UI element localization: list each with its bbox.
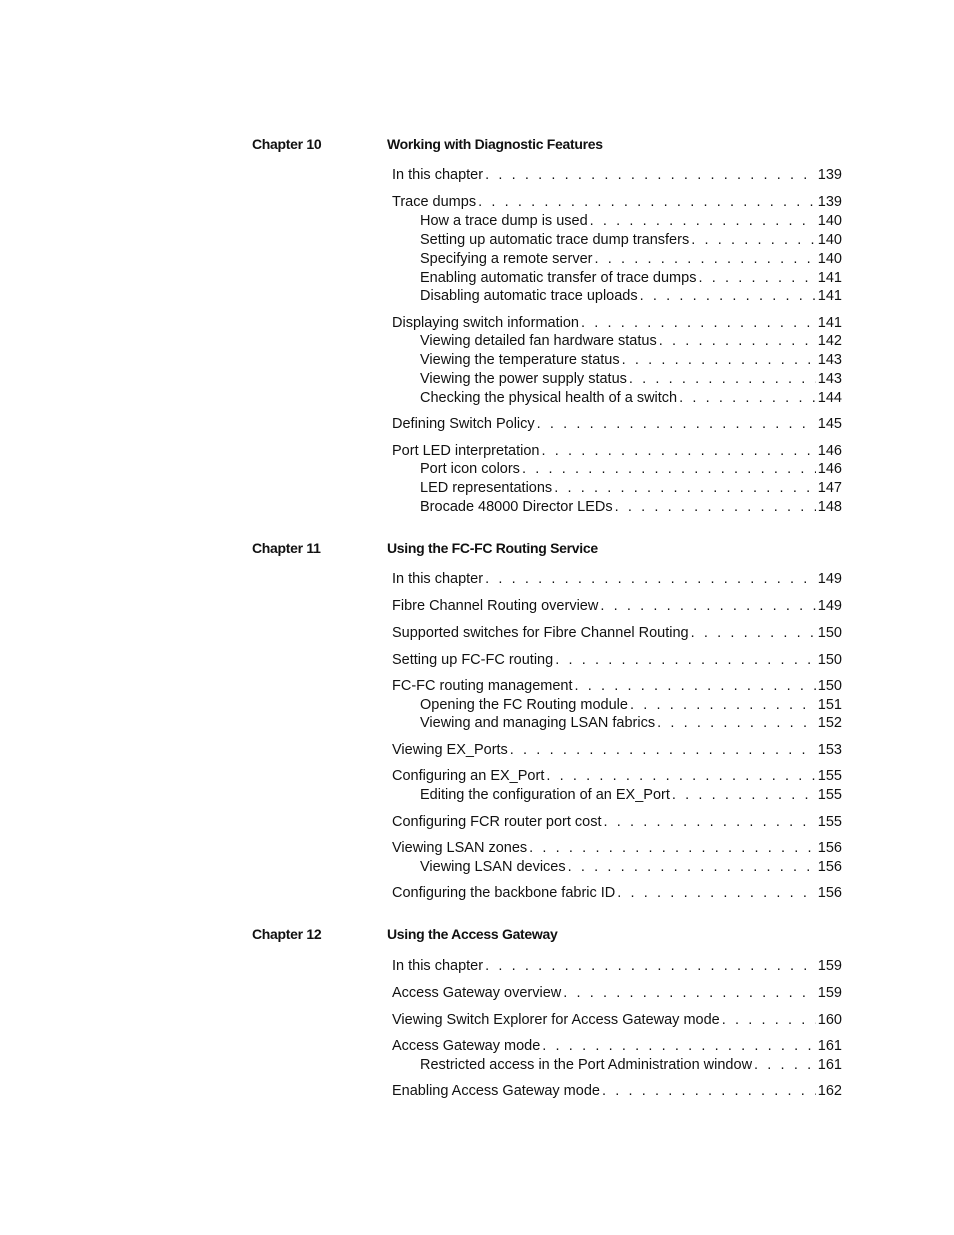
dot-leader — [555, 651, 816, 670]
toc-page-number: 150 — [817, 625, 842, 641]
toc-entry[interactable] — [392, 1082, 842, 1101]
toc-entry[interactable] — [392, 839, 842, 858]
toc-entry-title: Defining Switch Policy — [392, 416, 535, 432]
toc-entry[interactable] — [392, 813, 842, 832]
dot-leader — [698, 269, 815, 288]
toc-entry[interactable] — [392, 984, 842, 1003]
dot-leader — [537, 415, 816, 434]
toc-page-number: 160 — [817, 1012, 842, 1028]
toc-entry-title: Opening the FC Routing module — [420, 697, 628, 713]
toc-entry[interactable] — [392, 651, 842, 670]
toc-entry[interactable] — [392, 415, 842, 434]
toc-entry-title: Fibre Channel Routing overview — [392, 598, 599, 614]
toc-entry-title: In this chapter — [392, 167, 484, 183]
toc-page-number: 145 — [817, 416, 842, 432]
toc-entry-title: Supported switches for Fibre Channel Routing — [392, 625, 689, 641]
toc-entry-title: Specifying a remote server — [420, 251, 593, 267]
toc-subentry[interactable] — [420, 714, 842, 733]
toc-page-number: 156 — [817, 885, 842, 901]
toc-subentry[interactable] — [420, 786, 842, 805]
toc-page-number: 143 — [817, 371, 842, 387]
toc-page-number: 155 — [817, 814, 842, 830]
dot-leader — [630, 696, 816, 715]
toc-page-number: 140 — [817, 213, 842, 229]
toc-subentry[interactable] — [420, 696, 842, 715]
toc-entry-title: Port icon colors — [420, 461, 520, 477]
toc-page-number: 144 — [817, 390, 842, 406]
toc-page-number: 141 — [817, 270, 842, 286]
toc-page-number: 139 — [817, 167, 842, 183]
toc-page-number: 150 — [817, 678, 842, 694]
dot-leader — [594, 250, 815, 269]
toc-subentry[interactable] — [420, 287, 842, 306]
dot-leader — [629, 370, 816, 389]
toc-entry[interactable] — [392, 957, 842, 976]
chapter-label: Chapter 12 — [252, 926, 322, 942]
toc-page-number: 161 — [817, 1057, 842, 1073]
dot-leader — [617, 884, 816, 903]
toc-entry[interactable] — [392, 442, 842, 461]
dot-leader — [640, 287, 816, 306]
dot-leader — [485, 166, 816, 185]
toc-page-number: 159 — [817, 985, 842, 1001]
toc-page-number: 152 — [817, 715, 842, 731]
toc-entry[interactable] — [392, 166, 842, 185]
toc-page-number: 142 — [817, 333, 842, 349]
toc-page-number: 156 — [817, 840, 842, 856]
dot-leader — [522, 460, 816, 479]
toc-page-number: 141 — [817, 288, 842, 304]
dot-leader — [568, 858, 816, 877]
toc-entry[interactable] — [392, 767, 842, 786]
toc-entry-title: Access Gateway overview — [392, 985, 562, 1001]
toc-entry-title: In this chapter — [392, 571, 484, 587]
toc-entry[interactable] — [392, 624, 842, 643]
toc-entry[interactable] — [392, 1011, 842, 1030]
toc-page-number: 151 — [817, 697, 842, 713]
toc-subentry[interactable] — [420, 389, 842, 408]
toc-page-number: 161 — [817, 1038, 842, 1054]
toc-entry-title: Viewing LSAN zones — [392, 840, 528, 856]
dot-leader — [672, 786, 816, 805]
chapter-label: Chapter 11 — [252, 540, 321, 556]
toc-entry[interactable] — [392, 597, 842, 616]
toc-page-number: 162 — [817, 1083, 842, 1099]
toc-entry-title: Viewing and managing LSAN fabrics — [420, 715, 656, 731]
toc-entry-title: How a trace dump is used — [420, 213, 588, 229]
chapter-title: Using the FC-FC Routing Service — [387, 540, 598, 556]
toc-page-number: 146 — [817, 443, 842, 459]
dot-leader — [546, 767, 815, 786]
toc-entry-title: Setting up FC-FC routing — [392, 652, 554, 668]
toc-subentry[interactable] — [420, 250, 842, 269]
toc-subentry[interactable] — [420, 269, 842, 288]
dot-leader — [691, 624, 816, 643]
dot-leader — [722, 1011, 816, 1030]
toc-page-number: 140 — [817, 232, 842, 248]
toc-entry[interactable] — [392, 677, 842, 696]
dot-leader — [485, 957, 816, 976]
toc-entry-title: Viewing the temperature status — [420, 352, 620, 368]
toc-entry-title: Displaying switch information — [392, 315, 579, 331]
dot-leader — [604, 813, 816, 832]
dot-leader — [529, 839, 816, 858]
toc-entry-title: In this chapter — [392, 958, 484, 974]
toc-subentry[interactable] — [420, 1056, 842, 1075]
toc-entry-title: Disabling automatic trace uploads — [420, 288, 638, 304]
toc-entry-title: Configuring FCR router port cost — [392, 814, 602, 830]
toc-entry-title: Viewing Switch Explorer for Access Gateway mode — [392, 1012, 720, 1028]
dot-leader — [615, 498, 816, 517]
toc-entry-title: Viewing the power supply status — [420, 371, 627, 387]
toc-entry-title: Checking the physical health of a switch — [420, 390, 678, 406]
dot-leader — [602, 1082, 816, 1101]
toc-page-number: 159 — [817, 958, 842, 974]
chapter-title: Working with Diagnostic Features — [387, 136, 603, 152]
toc-subentry[interactable] — [420, 479, 842, 498]
toc-entry-title: Trace dumps — [392, 194, 477, 210]
toc-page-number: 149 — [817, 598, 842, 614]
dot-leader — [554, 479, 816, 498]
dot-leader — [679, 389, 816, 408]
toc-page-number: 155 — [817, 768, 842, 784]
toc-entry[interactable] — [392, 314, 842, 333]
toc-entry-title: Access Gateway mode — [392, 1038, 541, 1054]
toc-entry-title: Port LED interpretation — [392, 443, 540, 459]
toc-page-number: 141 — [817, 315, 842, 331]
toc-subentry[interactable] — [420, 460, 842, 479]
toc-page-number: 147 — [817, 480, 842, 496]
toc-entry-title: Restricted access in the Port Administration window — [420, 1057, 753, 1073]
dot-leader — [600, 597, 815, 616]
dot-leader — [590, 212, 816, 231]
dot-leader — [542, 1037, 816, 1056]
dot-leader — [542, 442, 816, 461]
toc-entry-title: Enabling automatic transfer of trace dumps — [420, 270, 697, 286]
toc-entry[interactable] — [392, 741, 842, 760]
toc-entry-title: Configuring the backbone fabric ID — [392, 885, 616, 901]
dot-leader — [691, 231, 816, 250]
toc-entry-title: LED representations — [420, 480, 553, 496]
toc-entry[interactable] — [392, 1037, 842, 1056]
toc-subentry[interactable] — [420, 231, 842, 250]
dot-leader — [657, 714, 816, 733]
dot-leader — [485, 570, 816, 589]
dot-leader — [581, 314, 816, 333]
toc-subentry[interactable] — [420, 212, 842, 231]
toc-subentry[interactable] — [420, 370, 842, 389]
toc-entry-title: Setting up automatic trace dump transfers — [420, 232, 690, 248]
toc-page-number: 143 — [817, 352, 842, 368]
chapter-title: Using the Access Gateway — [387, 926, 558, 942]
dot-leader — [478, 193, 816, 212]
toc-page-number: 149 — [817, 571, 842, 587]
toc-subentry[interactable] — [420, 858, 842, 877]
toc-entry-title: Viewing EX_Ports — [392, 742, 508, 758]
toc-page-number: 153 — [817, 742, 842, 758]
toc-entry-title: Configuring an EX_Port — [392, 768, 545, 784]
toc-page-number: 139 — [817, 194, 842, 210]
toc-page-number: 156 — [817, 859, 842, 875]
toc-entry-title: Brocade 48000 Director LEDs — [420, 499, 613, 515]
toc-entry[interactable] — [392, 570, 842, 589]
toc-entry-title: Viewing LSAN devices — [420, 859, 566, 875]
toc-subentry[interactable] — [420, 332, 842, 351]
dot-leader — [575, 677, 816, 696]
toc-subentry[interactable] — [420, 351, 842, 370]
toc-entry-title: FC-FC routing management — [392, 678, 573, 694]
toc-page-number: 155 — [817, 787, 842, 803]
toc-subentry[interactable] — [420, 498, 842, 517]
toc-entry[interactable] — [392, 884, 842, 903]
toc-page-number: 148 — [817, 499, 842, 515]
toc-entry-title: Viewing detailed fan hardware status — [420, 333, 657, 349]
dot-leader — [622, 351, 816, 370]
toc-page-number: 150 — [817, 652, 842, 668]
toc-entry-title: Editing the configuration of an EX_Port — [420, 787, 670, 803]
dot-leader — [659, 332, 816, 351]
toc-page-number: 140 — [817, 251, 842, 267]
toc-entry[interactable] — [392, 193, 842, 212]
dot-leader — [510, 741, 816, 760]
dot-leader — [563, 984, 816, 1003]
chapter-label: Chapter 10 — [252, 136, 322, 152]
toc-entry-title: Enabling Access Gateway mode — [392, 1083, 600, 1099]
toc-page-number: 146 — [817, 461, 842, 477]
dot-leader — [754, 1056, 816, 1075]
